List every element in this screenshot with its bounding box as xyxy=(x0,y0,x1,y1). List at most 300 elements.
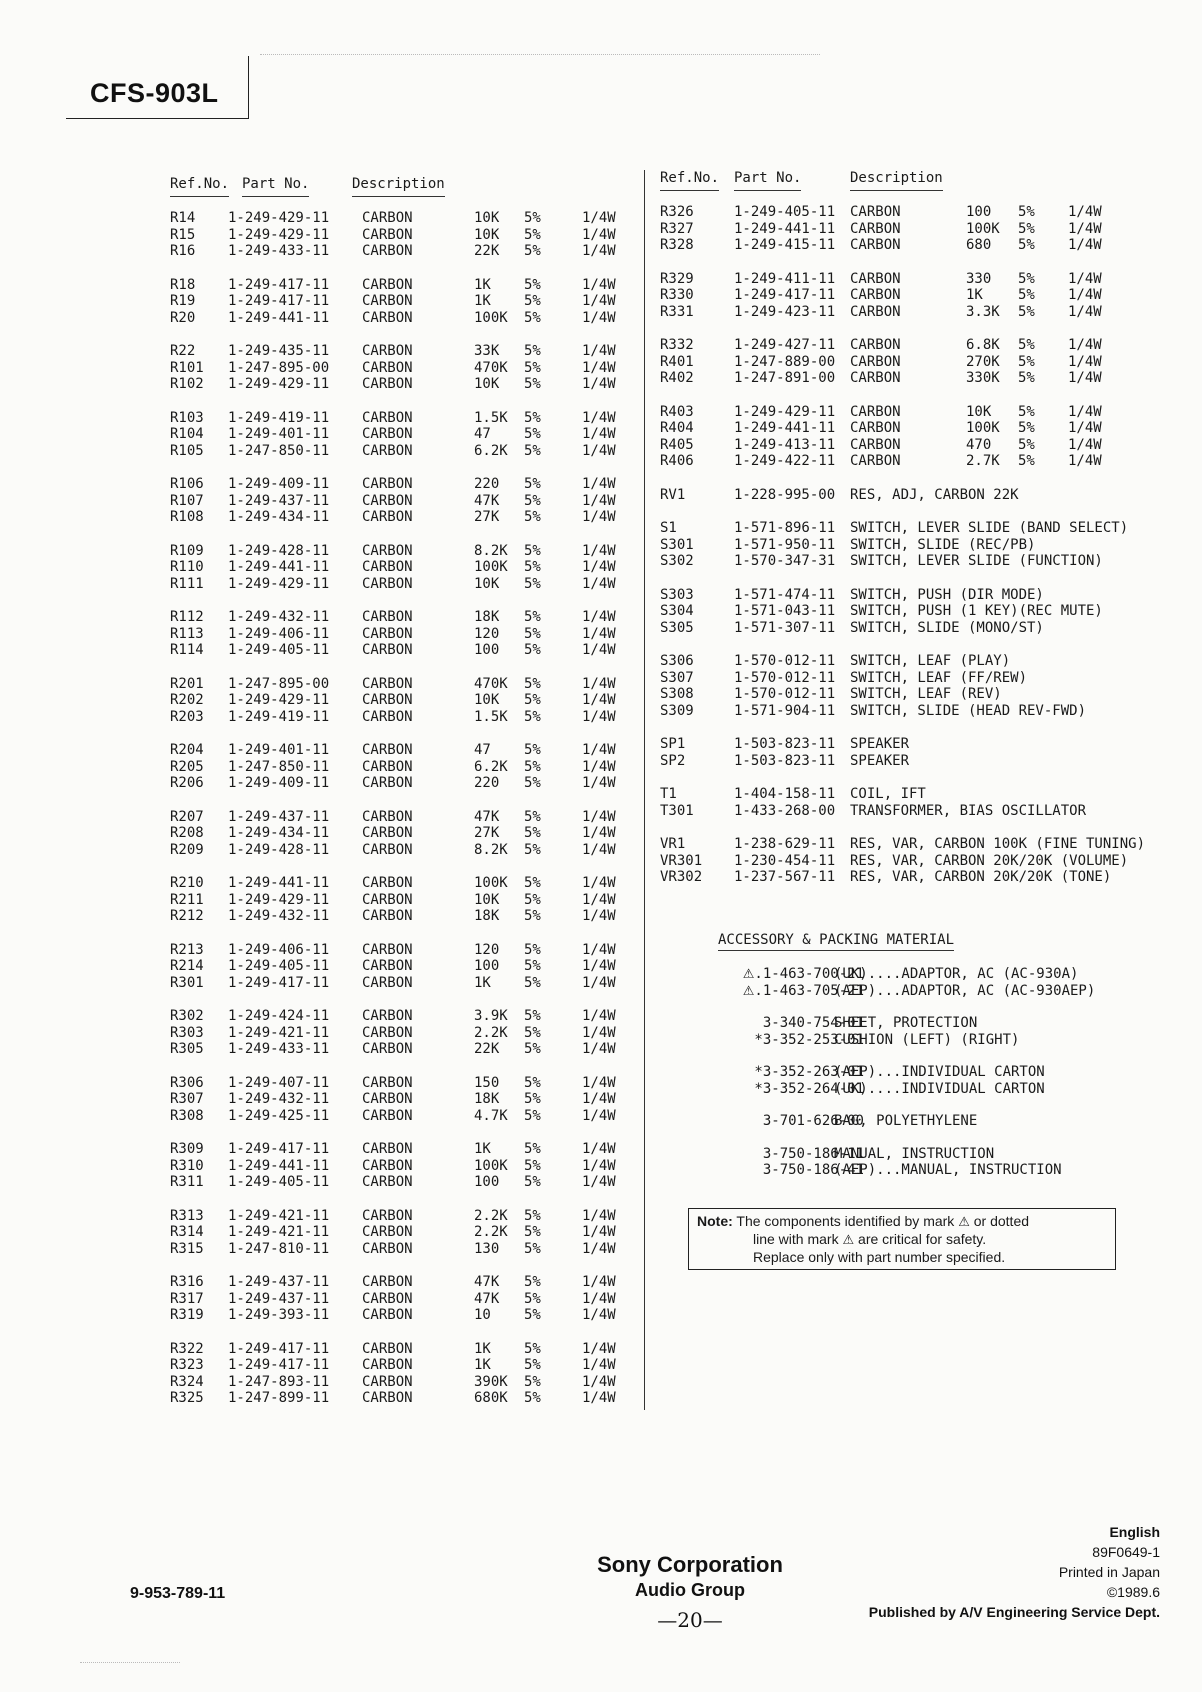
value-cell: 2.2K xyxy=(474,1224,508,1240)
accessory-row xyxy=(694,1146,1174,1163)
part-no-cell: 1-249-429-11 xyxy=(228,210,330,226)
description-cell: SWITCH, SLIDE (MONO/ST) xyxy=(850,619,1044,636)
wattage-cell: 1/4W xyxy=(1068,303,1102,320)
value-cell: 1.5K xyxy=(474,409,508,426)
value-cell: 100K xyxy=(966,220,1000,237)
tolerance-cell: 5% xyxy=(524,908,541,924)
description-cell: CARBON xyxy=(362,509,413,525)
value-cell: 120 xyxy=(474,625,500,642)
part-no-cell: 1-571-043-11 xyxy=(734,603,836,619)
wattage-cell: 1/4W xyxy=(582,1157,616,1174)
part-no-cell: 1-249-432-11 xyxy=(228,1091,330,1107)
wattage-cell: 1/4W xyxy=(582,625,616,642)
value-cell: 470K xyxy=(474,359,508,376)
description-cell: CARBON xyxy=(850,303,901,320)
ref-no-cell: R210 xyxy=(170,875,204,891)
part-no-cell: 1-249-428-11 xyxy=(228,542,330,559)
part-no-cell: 1-249-429-11 xyxy=(228,376,330,392)
wattage-cell: 1/4W xyxy=(582,359,616,376)
description-cell: CARBON xyxy=(362,974,413,991)
wattage-cell: 1/4W xyxy=(1068,436,1102,453)
value-cell: 1K xyxy=(474,293,491,309)
value-cell: 120 xyxy=(474,941,500,958)
part-no-cell: 1-249-422-11 xyxy=(734,453,836,469)
ref-no-cell: VR301 xyxy=(660,852,703,869)
table-row xyxy=(170,842,630,859)
tolerance-cell: 5% xyxy=(1018,220,1035,237)
part-no-cell: 1-249-415-11 xyxy=(734,237,836,253)
description-header: Description xyxy=(850,170,943,191)
ref-no-cell: R108 xyxy=(170,509,204,525)
description-cell: CARBON xyxy=(850,204,901,220)
part-no-cell: 1-249-429-11 xyxy=(734,403,836,420)
description-cell: BAG, POLYETHYLENE xyxy=(834,1113,978,1129)
table-row xyxy=(660,204,1160,221)
description-cell: CARBON xyxy=(362,642,413,658)
value-cell: 47K xyxy=(474,1274,500,1290)
description-cell: CARBON xyxy=(362,1091,413,1107)
row-group xyxy=(170,1341,630,1407)
wattage-cell: 1/4W xyxy=(1068,220,1102,237)
table-row xyxy=(170,443,630,460)
ref-no-cell: R22 xyxy=(170,343,196,359)
description-cell: SWITCH, LEAF (PLAY) xyxy=(850,653,1011,669)
description-cell: CARBON xyxy=(362,426,413,442)
value-cell: 3.9K xyxy=(474,1008,508,1024)
tolerance-cell: 5% xyxy=(524,875,541,891)
note-line3: Replace only with part number specified. xyxy=(753,1249,1006,1265)
model-title-box xyxy=(66,56,249,119)
value-cell: 3.3K xyxy=(966,303,1000,320)
wattage-cell: 1/4W xyxy=(582,958,616,974)
document-code: 9-953-789-11 xyxy=(130,1585,226,1602)
wattage-cell: 1/4W xyxy=(582,276,616,293)
description-cell: CARBON xyxy=(362,1274,413,1290)
value-cell: 47 xyxy=(474,426,491,442)
value-cell: 680 xyxy=(966,237,992,253)
row-group xyxy=(170,609,630,659)
description-cell: SPEAKER xyxy=(850,736,910,752)
value-cell: 2.2K xyxy=(474,1024,508,1041)
tolerance-cell: 5% xyxy=(524,974,541,991)
part-no-cell: 1-570-012-11 xyxy=(734,686,836,702)
part-no-cell: 1-249-433-11 xyxy=(228,243,330,259)
table-row xyxy=(170,543,630,560)
tolerance-cell: 5% xyxy=(524,1274,541,1290)
tolerance-cell: 5% xyxy=(524,1290,541,1307)
wattage-cell: 1/4W xyxy=(1068,337,1102,353)
ref-no-cell: R208 xyxy=(170,825,204,841)
wattage-cell: 1/4W xyxy=(582,343,616,359)
ref-no-cell: R301 xyxy=(170,974,204,991)
wattage-cell: 1/4W xyxy=(582,692,616,708)
table-row xyxy=(660,337,1160,354)
tolerance-cell: 5% xyxy=(1018,270,1035,287)
table-row xyxy=(170,476,630,493)
part-no-cell: 1-249-423-11 xyxy=(734,303,836,320)
column-divider xyxy=(644,170,645,1410)
value-cell: 470K xyxy=(474,675,508,692)
part-no-cell: 1-249-424-11 xyxy=(228,1008,330,1024)
part-no-cell: 1-238-629-11 xyxy=(734,836,836,852)
ref-no-cell: R306 xyxy=(170,1074,204,1091)
ref-no-cell: R322 xyxy=(170,1340,204,1357)
wattage-cell: 1/4W xyxy=(582,808,616,825)
part-no-cell: 1-249-417-11 xyxy=(228,293,330,309)
wattage-cell: 1/4W xyxy=(582,775,616,791)
ref-no-cell: R311 xyxy=(170,1174,204,1190)
table-row xyxy=(660,437,1160,454)
row-group xyxy=(170,809,630,859)
row-group xyxy=(170,1075,630,1125)
description-cell: CARBON xyxy=(362,808,413,825)
part-no-cell: 1-249-441-11 xyxy=(734,220,836,237)
wattage-cell: 1/4W xyxy=(582,210,616,226)
part-no-cell: 1-249-419-11 xyxy=(228,409,330,426)
description-cell: RES, VAR, CARBON 100K (FINE TUNING) xyxy=(850,836,1146,852)
warning-triangle-icon: ⚠ xyxy=(742,983,755,999)
description-cell: CARBON xyxy=(362,359,413,376)
table-row xyxy=(170,1224,630,1241)
ref-no-cell: R329 xyxy=(660,270,694,287)
part-no-cell: 1-249-419-11 xyxy=(228,708,330,725)
wattage-cell: 1/4W xyxy=(582,1357,616,1373)
part-no-cell: 1-249-417-11 xyxy=(228,276,330,293)
description-cell: CARBON xyxy=(362,1373,413,1390)
value-cell: 6.2K xyxy=(474,758,508,775)
tolerance-cell: 5% xyxy=(1018,287,1035,303)
table-row xyxy=(660,520,1160,537)
table-row xyxy=(170,1174,630,1191)
row-group xyxy=(170,1141,630,1191)
description-cell: CARBON xyxy=(362,625,413,642)
wattage-cell: 1/4W xyxy=(582,825,616,841)
table-row xyxy=(170,410,630,427)
part-no-cell: 1-249-429-11 xyxy=(228,692,330,708)
table-row xyxy=(170,227,630,244)
description-cell: TRANSFORMER, BIAS OSCILLATOR xyxy=(850,802,1087,819)
tolerance-cell: 5% xyxy=(524,841,541,858)
ref-no-cell: R112 xyxy=(170,609,204,625)
table-row xyxy=(660,703,1160,720)
table-row xyxy=(170,626,630,643)
part-no-cell: 1-249-405-11 xyxy=(228,1174,330,1190)
wattage-cell: 1/4W xyxy=(582,841,616,858)
table-row xyxy=(170,775,630,792)
part-no-cell: 1-247-893-11 xyxy=(228,1373,330,1390)
description-cell: CARBON xyxy=(362,542,413,559)
description-cell: SWITCH, LEVER SLIDE (BAND SELECT) xyxy=(850,520,1129,536)
wattage-cell: 1/4W xyxy=(582,243,616,259)
ref-no-cell: R106 xyxy=(170,476,204,492)
wattage-cell: 1/4W xyxy=(582,309,616,326)
part-no-text: 3-750-186-41 xyxy=(762,1162,864,1178)
part-no-cell: 1-247-850-11 xyxy=(228,442,330,459)
table-row xyxy=(170,676,630,693)
value-cell: 18K xyxy=(474,908,500,924)
tolerance-cell: 5% xyxy=(524,1240,541,1257)
description-cell: CARBON xyxy=(850,220,901,237)
ref-no-cell: R303 xyxy=(170,1024,204,1041)
table-row xyxy=(660,686,1160,703)
value-cell: 6.2K xyxy=(474,442,508,459)
table-row xyxy=(170,942,630,959)
description-cell: SWITCH, LEVER SLIDE (FUNCTION) xyxy=(850,553,1103,569)
table-row xyxy=(170,310,630,327)
part-no-cell: 1-237-567-11 xyxy=(734,869,836,885)
table-row xyxy=(170,1241,630,1258)
part-no-cell: 1-249-441-11 xyxy=(228,1157,330,1174)
part-no-header: Part No. xyxy=(734,170,801,191)
wattage-cell: 1/4W xyxy=(582,226,616,243)
description-cell: CARBON xyxy=(850,403,901,420)
value-cell: 470 xyxy=(966,436,992,453)
description-cell: CARBON xyxy=(362,1224,413,1240)
wattage-cell: 1/4W xyxy=(582,1274,616,1290)
description-cell: CARBON xyxy=(362,409,413,426)
ref-no-cell: R309 xyxy=(170,1141,204,1157)
wattage-cell: 1/4W xyxy=(582,1008,616,1024)
part-no-text: *3-352-264-01 xyxy=(754,1080,864,1097)
table-row xyxy=(170,293,630,310)
part-no-cell: 1-571-904-11 xyxy=(734,702,836,719)
tolerance-cell: 5% xyxy=(524,1074,541,1091)
row-group xyxy=(660,587,1160,637)
note-line1-b: or dotted xyxy=(973,1213,1030,1229)
ref-no-cell: R102 xyxy=(170,376,204,392)
part-no-cell: 1-503-823-11 xyxy=(734,752,836,769)
part-no-cell: 1-249-421-11 xyxy=(228,1207,330,1224)
table-header xyxy=(660,170,1160,192)
row-group xyxy=(170,1008,630,1058)
tolerance-cell: 5% xyxy=(524,675,541,692)
part-no-text: 3-750-186-11 xyxy=(762,1145,864,1162)
tolerance-cell: 5% xyxy=(524,1008,541,1024)
wattage-cell: 1/4W xyxy=(582,575,616,592)
description-cell: RES, VAR, CARBON 20K/20K (TONE) xyxy=(850,869,1112,885)
table-row xyxy=(660,404,1160,421)
ref-no-cell: R315 xyxy=(170,1240,204,1257)
value-cell: 680K xyxy=(474,1390,508,1406)
description-cell: CARBON xyxy=(362,309,413,326)
description-cell: RES, VAR, CARBON 20K/20K (VOLUME) xyxy=(850,852,1129,869)
row-group xyxy=(660,404,1160,470)
part-no-cell: 1-249-405-11 xyxy=(228,642,330,658)
spacer xyxy=(694,1130,1174,1146)
value-cell: 6.8K xyxy=(966,337,1000,353)
part-no-text: 3-701-626-00 xyxy=(762,1113,864,1129)
value-cell: 4.7K xyxy=(474,1107,508,1124)
tolerance-cell: 5% xyxy=(524,409,541,426)
description-cell: CARBON xyxy=(362,758,413,775)
value-cell: 1K xyxy=(474,1357,491,1373)
wattage-cell: 1/4W xyxy=(582,1224,616,1240)
accessory-row xyxy=(694,1113,1174,1130)
wattage-cell: 1/4W xyxy=(582,542,616,559)
description-cell: CUSHION (LEFT) (RIGHT) xyxy=(834,1031,1020,1048)
value-cell: 100 xyxy=(966,204,992,220)
page-number: —20— xyxy=(657,1608,723,1632)
value-cell: 2.2K xyxy=(474,1207,508,1224)
value-cell: 47K xyxy=(474,1290,500,1307)
part-no-cell: 1-249-417-11 xyxy=(228,1357,330,1373)
warning-triangle-icon: ⚠ xyxy=(958,1215,970,1230)
wattage-cell: 1/4W xyxy=(1068,287,1102,303)
wattage-cell: 1/4W xyxy=(582,875,616,891)
value-cell: 100 xyxy=(474,1174,500,1190)
description-cell: CARBON xyxy=(362,1041,413,1057)
part-no-cell: 1-249-425-11 xyxy=(228,1107,330,1124)
value-cell: 33K xyxy=(474,343,500,359)
tolerance-cell: 5% xyxy=(524,343,541,359)
description-cell: CARBON xyxy=(362,1307,413,1323)
spacer xyxy=(694,999,1174,1015)
table-row xyxy=(170,376,630,393)
table-row xyxy=(660,853,1160,870)
table-row xyxy=(170,1291,630,1308)
table-row xyxy=(660,653,1160,670)
tolerance-cell: 5% xyxy=(524,1307,541,1323)
description-cell: CARBON xyxy=(362,1008,413,1024)
row-group xyxy=(660,487,1160,504)
part-no-cell: 1-247-850-11 xyxy=(228,758,330,775)
value-cell: 22K xyxy=(474,1041,500,1057)
table-row xyxy=(170,825,630,842)
ref-no-cell: R308 xyxy=(170,1107,204,1124)
ref-no-cell: R110 xyxy=(170,559,204,575)
table-row xyxy=(660,786,1160,803)
wattage-cell: 1/4W xyxy=(582,509,616,525)
tolerance-cell: 5% xyxy=(524,692,541,708)
value-cell: 1K xyxy=(966,287,983,303)
description-cell: CARBON xyxy=(362,1157,413,1174)
ref-no-cell: R114 xyxy=(170,642,204,658)
value-cell: 47K xyxy=(474,492,500,509)
row-group xyxy=(660,836,1160,886)
part-no-cell: 1-249-409-11 xyxy=(228,476,330,492)
part-no-cell: 1-249-441-11 xyxy=(734,420,836,436)
scan-artifact xyxy=(260,54,820,55)
ref-no-cell: VR1 xyxy=(660,836,686,852)
value-cell: 18K xyxy=(474,1091,500,1107)
wattage-cell: 1/4W xyxy=(582,1240,616,1257)
value-cell: 8.2K xyxy=(474,542,508,559)
part-no-cell: 1-249-417-11 xyxy=(228,974,330,991)
value-cell: 100K xyxy=(474,309,508,326)
part-no-cell: 1-571-896-11 xyxy=(734,520,836,536)
tolerance-cell: 5% xyxy=(1018,420,1035,436)
part-no-cell: 1-249-434-11 xyxy=(228,825,330,841)
description-cell: CARBON xyxy=(362,492,413,509)
table-row xyxy=(170,493,630,510)
part-no-cell: 1-433-268-00 xyxy=(734,802,836,819)
printed-in: Printed in Japan xyxy=(1058,1564,1160,1580)
ref-no-cell: S304 xyxy=(660,603,694,619)
table-row xyxy=(170,1357,630,1374)
description-cell: CARBON xyxy=(362,575,413,592)
tolerance-cell: 5% xyxy=(524,1091,541,1107)
wattage-cell: 1/4W xyxy=(582,376,616,392)
ref-no-cell: S306 xyxy=(660,653,694,669)
ref-no-cell: R403 xyxy=(660,403,694,420)
part-no-cell: 1-249-406-11 xyxy=(228,941,330,958)
description-cell: SWITCH, LEAF (FF/REW) xyxy=(850,669,1028,686)
table-row xyxy=(170,1075,630,1092)
table-row xyxy=(660,803,1160,820)
table-row xyxy=(170,509,630,526)
description-cell: SWITCH, SLIDE (HEAD REV-FWD) xyxy=(850,702,1087,719)
value-cell: 2.7K xyxy=(966,453,1000,469)
table-row xyxy=(660,453,1160,470)
value-cell: 10K xyxy=(474,226,500,243)
accessory-row xyxy=(694,1162,1174,1179)
ref-no-cell: SP1 xyxy=(660,736,686,752)
table-row xyxy=(170,908,630,925)
ref-no-cell: R213 xyxy=(170,941,204,958)
description-cell: RES, ADJ, CARBON 22K xyxy=(850,486,1019,503)
description-cell: CARBON xyxy=(362,376,413,392)
published-by: Published by A/V Engineering Service Dept. xyxy=(868,1604,1160,1620)
tolerance-cell: 5% xyxy=(1018,337,1035,353)
description-cell: CARBON xyxy=(362,675,413,692)
description-cell: CARBON xyxy=(850,287,901,303)
table-row xyxy=(660,287,1160,304)
table-row xyxy=(170,642,630,659)
parts-table-right xyxy=(660,170,1160,903)
table-row xyxy=(170,892,630,909)
tolerance-cell: 5% xyxy=(524,542,541,559)
ref-no-cell: R111 xyxy=(170,575,204,592)
tolerance-cell: 5% xyxy=(524,476,541,492)
accessory-row xyxy=(694,966,1174,983)
description-cell: (AEP)...INDIVIDUAL CARTON xyxy=(834,1064,1045,1080)
table-row xyxy=(170,277,630,294)
description-cell: CARBON xyxy=(362,941,413,958)
ref-no-cell: R325 xyxy=(170,1390,204,1406)
ref-no-cell: R212 xyxy=(170,908,204,924)
ref-no-cell: T301 xyxy=(660,802,694,819)
wattage-cell: 1/4W xyxy=(582,1041,616,1057)
ref-no-cell: R206 xyxy=(170,775,204,791)
value-cell: 130 xyxy=(474,1240,500,1257)
table-row xyxy=(170,709,630,726)
tolerance-cell: 5% xyxy=(524,1390,541,1406)
row-group xyxy=(170,476,630,526)
table-row xyxy=(170,1158,630,1175)
value-cell: 1K xyxy=(474,1340,491,1357)
table-row xyxy=(170,875,630,892)
part-no-text: .1-463-705-21 xyxy=(754,982,864,999)
wattage-cell: 1/4W xyxy=(582,1207,616,1224)
wattage-cell: 1/4W xyxy=(582,1091,616,1107)
tolerance-cell: 5% xyxy=(524,359,541,376)
tolerance-cell: 5% xyxy=(524,1157,541,1174)
row-group xyxy=(660,786,1160,819)
value-cell: 8.2K xyxy=(474,841,508,858)
ref-no-cell: R104 xyxy=(170,426,204,442)
part-no-cell: 1-570-012-11 xyxy=(734,653,836,669)
warning-triangle-icon: ⚠ xyxy=(842,1233,855,1248)
value-cell: 27K xyxy=(474,509,500,525)
tolerance-cell: 5% xyxy=(524,1207,541,1224)
accessory-list xyxy=(694,966,1174,1179)
ref-no-cell: S302 xyxy=(660,553,694,569)
ref-no-cell: R331 xyxy=(660,303,694,320)
wattage-cell: 1/4W xyxy=(1068,353,1102,370)
table-row xyxy=(170,426,630,443)
description-cell: CARBON xyxy=(362,226,413,243)
description-cell: COIL, IFT xyxy=(850,786,926,802)
